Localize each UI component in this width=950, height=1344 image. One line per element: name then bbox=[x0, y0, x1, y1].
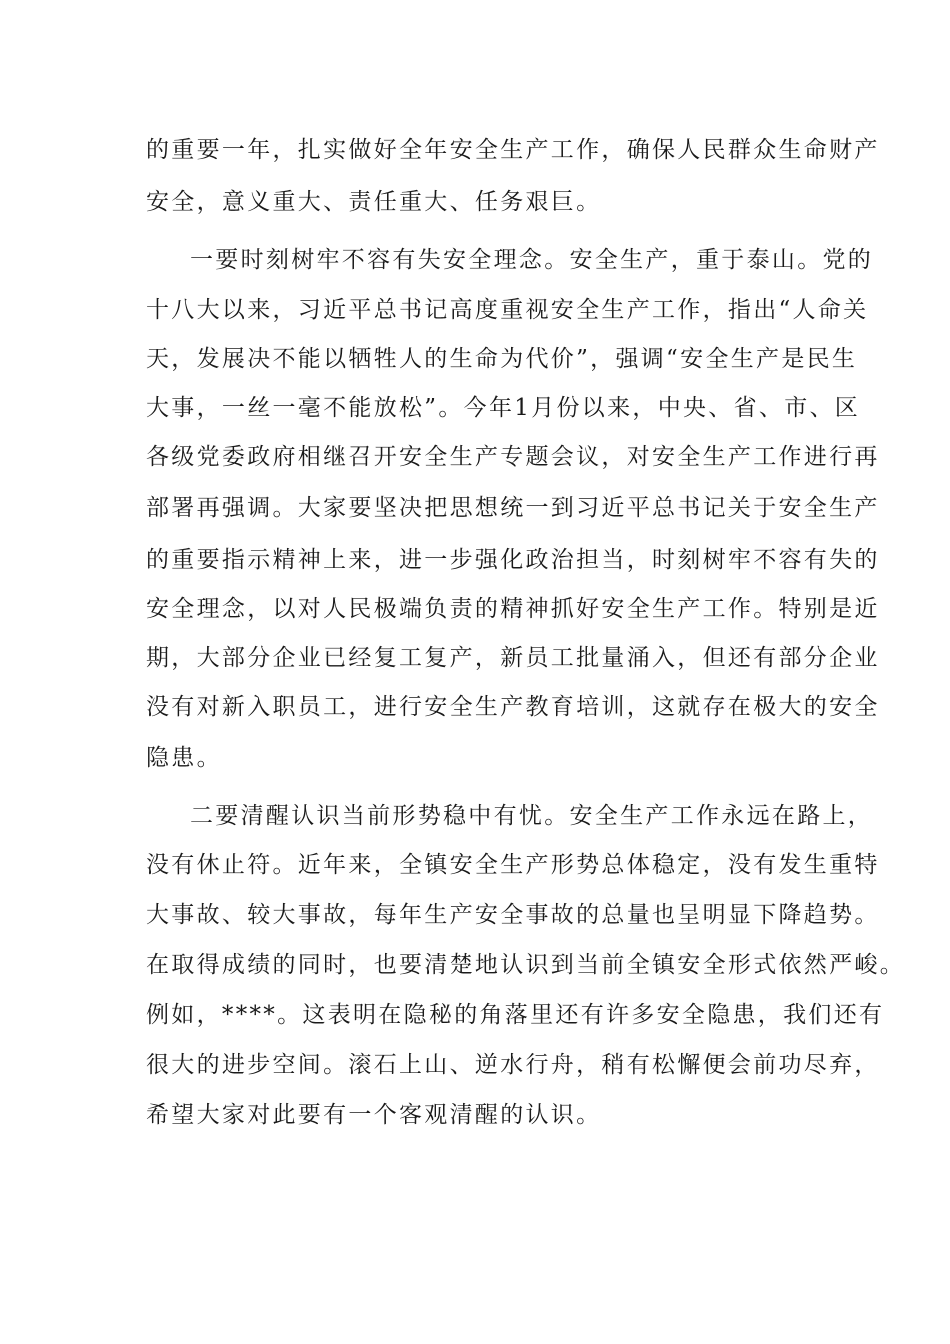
text-line: 没有休止符。近年来，全镇安全生产形势总体稳定，没有发生重特 bbox=[146, 852, 880, 878]
text-line: 的重要指示精神上来，进一步强化政治担当，时刻树牢不容有失的 bbox=[146, 547, 880, 573]
text-line: 例如，****。这表明在隐秘的角落里还有许多安全隐患，我们还有 bbox=[146, 1002, 885, 1028]
paragraph-start-line: 一要时刻树牢不容有失安全理念。安全生产，重于泰山。党的 bbox=[190, 247, 874, 273]
text-line: 期，大部分企业已经复工复产，新员工批量涌入，但还有部分企业 bbox=[146, 645, 880, 671]
text-line: 安全，意义重大、责任重大、任务艰巨。 bbox=[146, 189, 602, 215]
text-line: 希望大家对此要有一个客观清醒的认识。 bbox=[146, 1102, 602, 1128]
text-line: 隐患。 bbox=[146, 745, 222, 771]
text-line: 没有对新入职员工，进行安全生产教育培训，这就存在极大的安全 bbox=[146, 694, 880, 720]
text-line: 很大的进步空间。滚石上山、逆水行舟，稍有松懈便会前功尽弃， bbox=[146, 1052, 880, 1078]
text-line: 大事故、较大事故，每年生产安全事故的总量也呈明显下降趋势。 bbox=[146, 902, 880, 928]
paragraph-start-line: 二要清醒认识当前形势稳中有忧。安全生产工作永远在路上， bbox=[190, 803, 874, 829]
text-line: 的重要一年，扎实做好全年安全生产工作，确保人民群众生命财产 bbox=[146, 137, 880, 163]
text-line: 十八大以来，习近平总书记高度重视安全生产工作，指出“人命关 bbox=[146, 297, 869, 323]
text-line: 在取得成绩的同时，也要清楚地认识到当前全镇安全形式依然严峻。 bbox=[146, 952, 905, 978]
text-line: 各级党委政府相继召开安全生产专题会议，对安全生产工作进行再 bbox=[146, 444, 880, 470]
text-line: 大事，一丝一毫不能放松”。今年1月份以来，中央、省、市、区 bbox=[146, 395, 861, 421]
text-line: 安全理念，以对人民极端负责的精神抓好安全生产工作。特别是近 bbox=[146, 596, 880, 622]
text-line: 天，发展决不能以牺牲人的生命为代价”，强调“安全生产是民生 bbox=[146, 346, 858, 372]
text-line: 部署再强调。大家要坚决把思想统一到习近平总书记关于安全生产 bbox=[146, 495, 880, 521]
